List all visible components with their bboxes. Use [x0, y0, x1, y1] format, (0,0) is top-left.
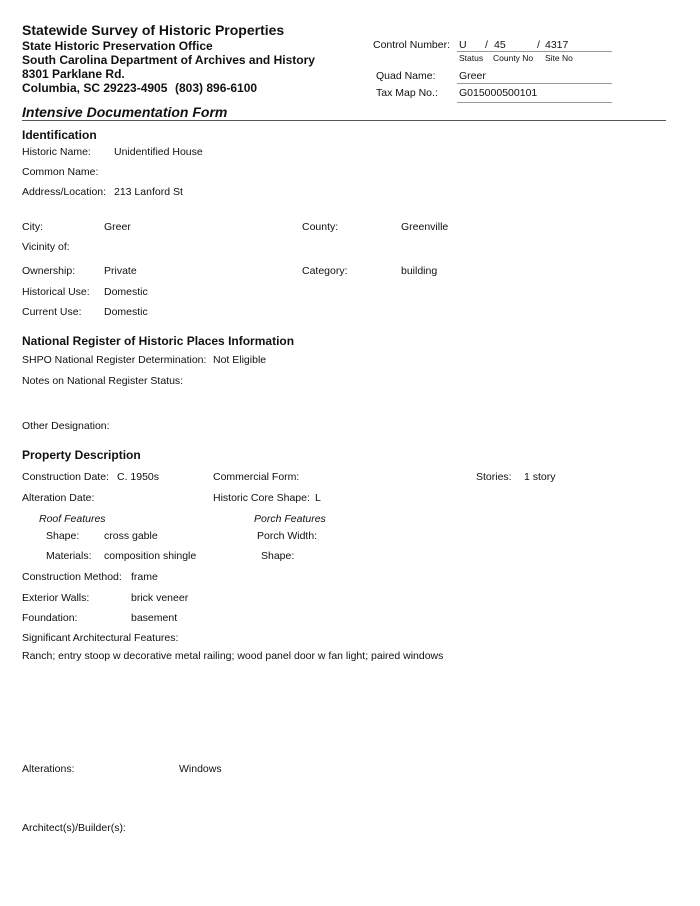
core-shape-label: Historic Core Shape: [213, 492, 310, 504]
identification-heading: Identification [22, 128, 97, 142]
stories-label: Stories: [476, 471, 512, 483]
vicinity-label: Vicinity of: [22, 241, 70, 253]
form-title: Intensive Documentation Form [22, 104, 228, 120]
control-county-caption: County No [493, 53, 534, 63]
other-designation-label: Other Designation: [22, 420, 110, 432]
ownership-value: Private [104, 265, 137, 277]
commercial-form-label: Commercial Form: [213, 471, 300, 483]
ownership-label: Ownership: [22, 265, 76, 277]
roof-shape-value: cross gable [104, 530, 158, 542]
construction-method-value: frame [131, 571, 158, 583]
porch-width-label: Porch Width: [257, 530, 318, 542]
department-name: South Carolina Department of Archives and History [22, 53, 315, 67]
core-shape-value: L [315, 492, 321, 504]
porch-features-heading: Porch Features [254, 513, 326, 525]
phone-number: (803) 896-6100 [175, 81, 258, 95]
address-value: 213 Lanford St [114, 186, 183, 198]
tax-map-value: G015000500101 [459, 87, 538, 99]
alterations-value: Windows [179, 763, 222, 775]
county-label: County: [302, 221, 339, 233]
construction-date-label: Construction Date: [22, 471, 109, 483]
roof-materials-value: composition shingle [104, 550, 197, 562]
significant-features-label: Significant Architectural Features: [22, 632, 179, 644]
control-sep-2: / [537, 39, 540, 51]
roof-materials-label: Materials: [46, 550, 92, 562]
current-use-label: Current Use: [22, 306, 82, 318]
control-number-label: Control Number: [373, 39, 451, 51]
exterior-walls-value: brick veneer [131, 592, 189, 604]
city-zip: Columbia, SC 29223-4905 [22, 81, 168, 95]
nr-notes-label: Notes on National Register Status: [22, 375, 184, 387]
control-number-underline [457, 51, 612, 52]
survey-title: Statewide Survey of Historic Properties [22, 22, 285, 38]
control-site-caption: Site No [545, 53, 573, 63]
historical-use-label: Historical Use: [22, 286, 90, 298]
city-label: City: [22, 221, 43, 233]
porch-shape-label: Shape: [261, 550, 295, 562]
exterior-walls-label: Exterior Walls: [22, 592, 90, 604]
current-use-value: Domestic [104, 306, 148, 318]
historical-use-value: Domestic [104, 286, 148, 298]
tax-map-underline [457, 102, 612, 103]
nr-determination-value: Not Eligible [213, 354, 267, 366]
category-label: Category: [302, 265, 348, 277]
control-sep-1: / [485, 39, 488, 51]
control-county-value: 45 [494, 39, 506, 51]
construction-method-label: Construction Method: [22, 571, 122, 583]
header-rule [22, 120, 666, 121]
category-value: building [401, 265, 438, 277]
office-name: State Historic Preservation Office [22, 39, 213, 53]
construction-date-value: C. 1950s [117, 471, 160, 483]
alteration-date-label: Alteration Date: [22, 492, 95, 504]
street-address: 8301 Parklane Rd. [22, 67, 125, 81]
quad-name-underline [457, 83, 612, 84]
county-value: Greenville [401, 221, 449, 233]
foundation-value: basement [131, 612, 178, 624]
quad-name-value: Greer [459, 70, 486, 82]
stories-value: 1 story [524, 471, 556, 483]
common-name-label: Common Name: [22, 166, 99, 178]
city-value: Greer [104, 221, 131, 233]
roof-features-heading: Roof Features [39, 513, 106, 525]
roof-shape-label: Shape: [46, 530, 80, 542]
national-register-heading: National Register of Historic Places Information [22, 334, 295, 348]
tax-map-label: Tax Map No.: [376, 87, 438, 99]
control-site-value: 4317 [545, 39, 569, 51]
property-description-heading: Property Description [22, 448, 141, 462]
control-status-value: U [459, 39, 467, 51]
address-label: Address/Location: [22, 186, 107, 198]
control-status-caption: Status [459, 53, 484, 63]
significant-features-value: Ranch; entry stoop w decorative metal railing; wood panel door w fan light; paired windows [22, 650, 444, 662]
alterations-label: Alterations: [22, 763, 75, 775]
historic-name-value: Unidentified House [114, 146, 203, 158]
foundation-label: Foundation: [22, 612, 78, 624]
historic-name-label: Historic Name: [22, 146, 91, 158]
nr-determination-label: SHPO National Register Determination: [22, 354, 207, 366]
architects-label: Architect(s)/Builder(s): [22, 822, 126, 834]
quad-name-label: Quad Name: [376, 70, 436, 82]
